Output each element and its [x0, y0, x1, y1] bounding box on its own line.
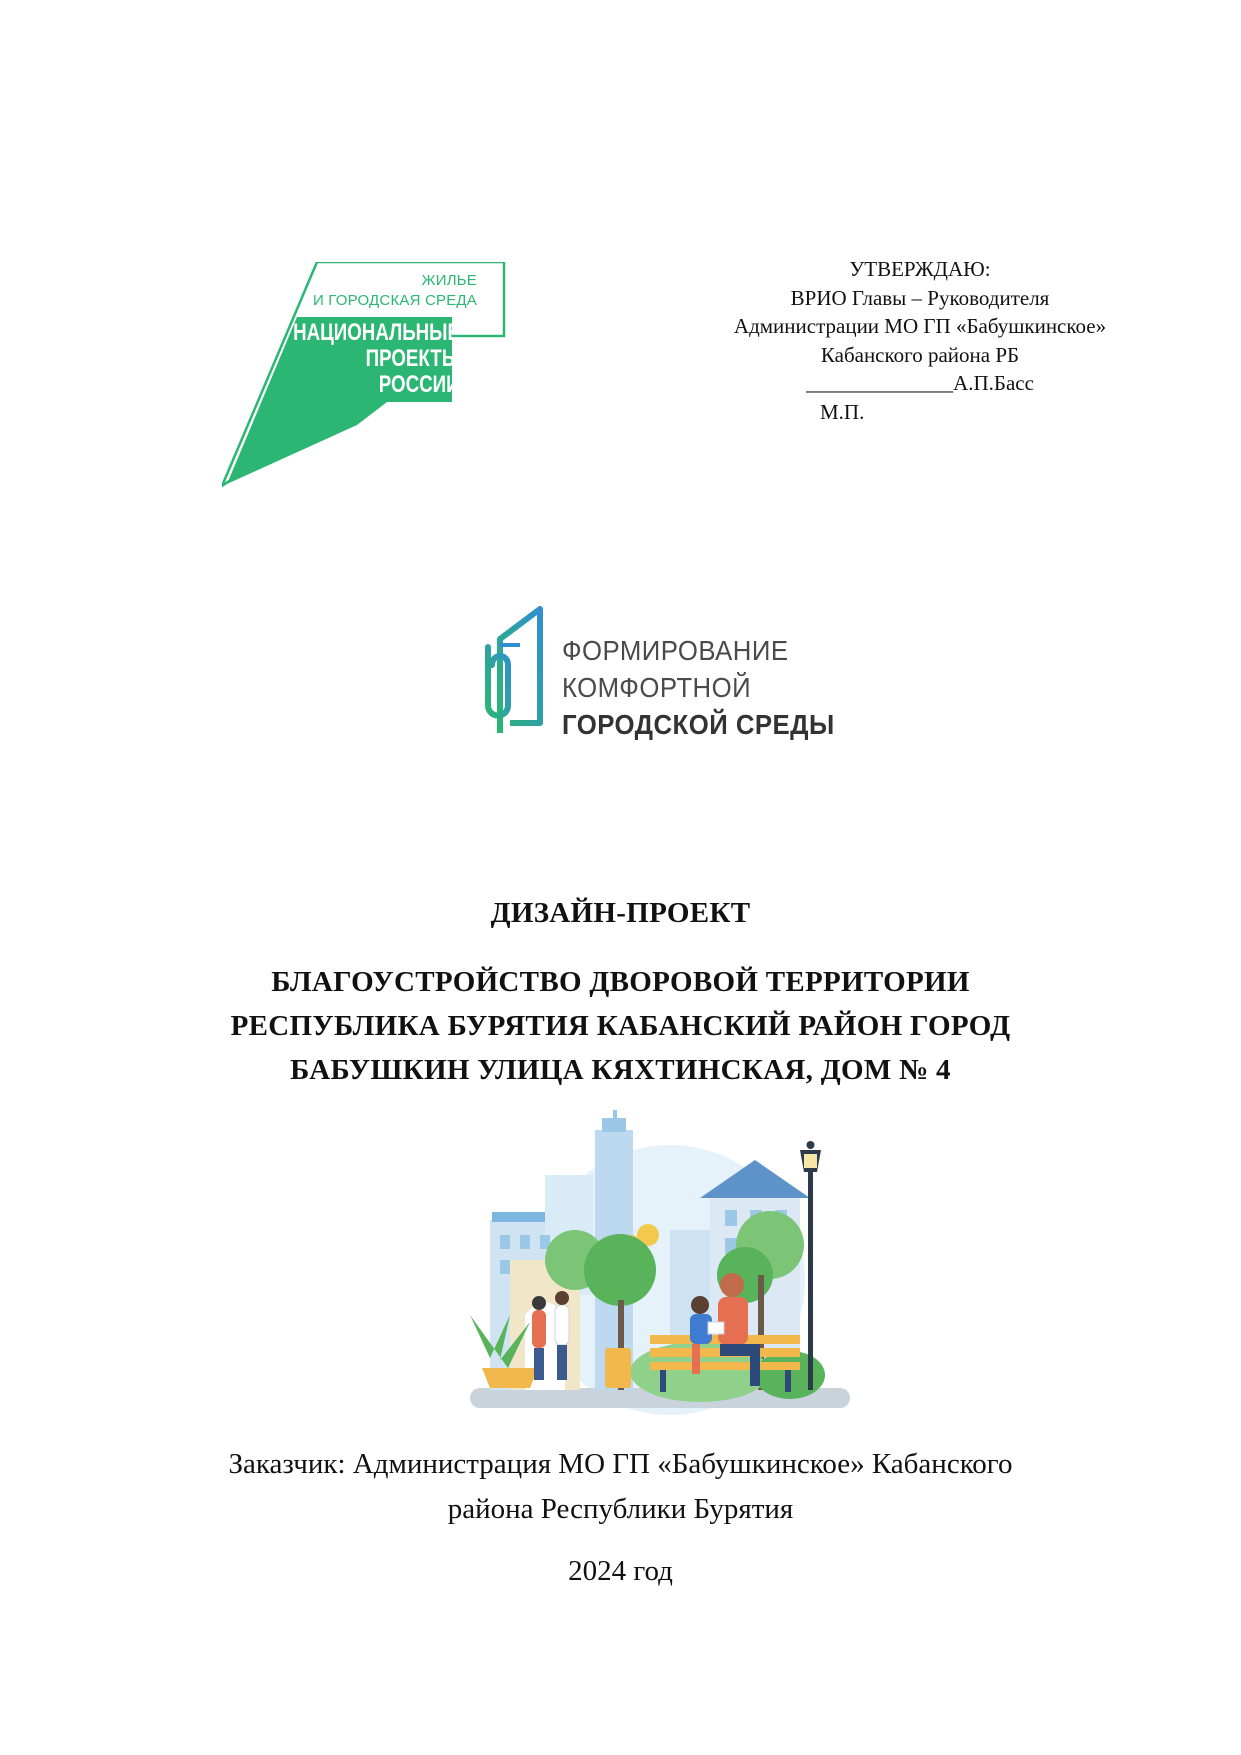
np-logo-big3: РОССИИ [379, 371, 460, 398]
approval-block [680, 255, 1160, 426]
fkgs-line2: КОМФОРТНОЙ [562, 672, 752, 703]
np-logo-line2: И ГОРОДСКАЯ СРЕДА [312, 292, 477, 309]
subtitle-line: БАБУШКИН УЛИЦА КЯХТИНСКАЯ, ДОМ № 4 [290, 1054, 951, 1086]
document-subtitle [0, 960, 1241, 1092]
fkgs-line1: ФОРМИРОВАНИЕ [562, 635, 789, 666]
national-projects-logo [222, 262, 522, 488]
np-logo-big2: ПРОЕКТЫ [365, 345, 460, 372]
approval-line: Администрации МО ГП «Бабушкинское» [733, 314, 1107, 338]
city-park-illustration [470, 1110, 850, 1420]
subtitle-line: РЕСПУБЛИКА БУРЯТИЯ КАБАНСКИЙ РАЙОН ГОРОД [230, 1010, 1011, 1042]
building-outline-icon [470, 605, 552, 740]
approval-line: Кабанского района РБ [820, 342, 1020, 367]
document-title: ДИЗАЙН-ПРОЕКТ [490, 897, 751, 929]
fkgs-line3: ГОРОДСКОЙ СРЕДЫ [562, 709, 835, 740]
approval-line: УТВЕРЖДАЮ: [849, 257, 991, 281]
customer-line: Заказчик: Администрация МО ГП «Бабушкинское» Кабанского [228, 1448, 1013, 1480]
np-logo-line1: ЖИЛЬЕ [421, 272, 477, 289]
approval-stamp: М.П. [820, 399, 865, 424]
np-logo-big1: НАЦИОНАЛЬНЫЕ [293, 319, 460, 346]
comfortable-city-logo [470, 605, 870, 745]
customer-block [0, 1442, 1241, 1532]
document-year: 2024 год [568, 1555, 673, 1587]
customer-line: района Республики Бурятия [447, 1493, 794, 1525]
approval-signature: ______________А.П.Басс [806, 371, 1034, 395]
approval-line: ВРИО Главы – Руководителя [790, 285, 1050, 310]
subtitle-line: БЛАГОУСТРОЙСТВО ДВОРОВОЙ ТЕРРИТОРИИ [271, 966, 970, 998]
